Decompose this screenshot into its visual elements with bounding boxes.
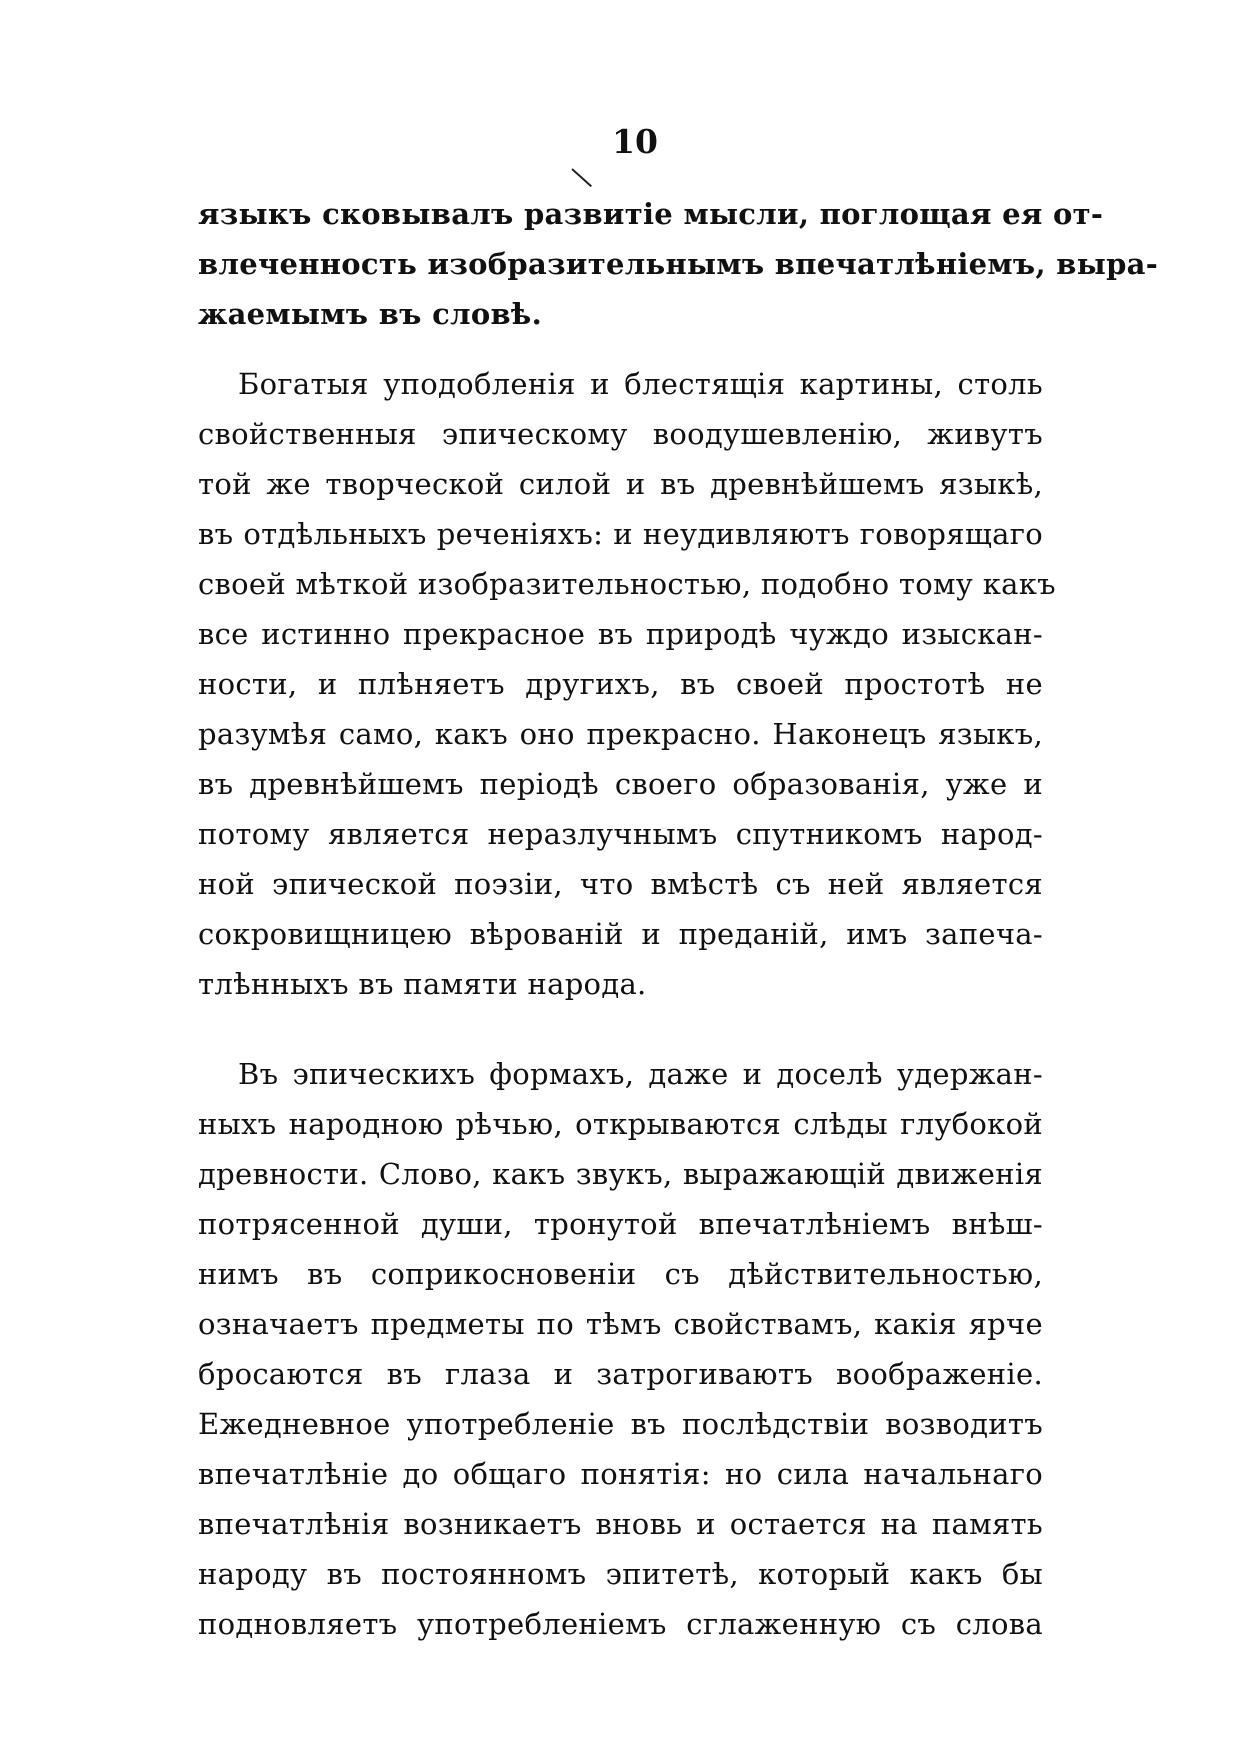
text-line: подновляетъ употребленіемъ сглаженную съ слова [198,1607,1043,1641]
text-line: впечатлѣніе до общаго понятія: но сила начальнаго [198,1457,1043,1491]
text-line: Богатыя уподобленія и блестящія картины, столь [238,367,1043,401]
text-line: ности, и плѣняетъ другихъ, въ своей простотѣ не [198,667,1043,701]
page-number: 10 [612,122,658,161]
text-line: бросаются въ глаза и затрогиваютъ воображеніе. [198,1357,1043,1391]
pencil-mark [571,168,592,187]
text-line: жаемымъ въ словѣ. [198,297,542,331]
text-line: разумѣя само, какъ оно прекрасно. Наконецъ языкъ, [198,717,1043,751]
text-line: языкъ сковывалъ развитіе мысли, поглощая ея от- [198,197,1104,231]
text-line: народу въ постоянномъ эпитетѣ, который какъ бы [198,1557,1043,1591]
text-line: потому является неразлучнымъ спутникомъ народ- [198,817,1043,851]
text-line: Въ эпическихъ формахъ, даже и доселѣ удержан- [238,1057,1043,1091]
text-line: въ древнѣйшемъ періодѣ своего образованія, уже и [198,767,1043,801]
text-line: той же творческой силой и въ древнѣйшемъ языкѣ, [198,467,1043,501]
text-line: влеченность изобразительнымъ впечатлѣніемъ, выра- [198,247,1159,281]
text-line: нимъ въ соприкосновеніи съ дѣйствительностью, [198,1257,1043,1291]
text-line: впечатлѣнія возникаетъ вновь и остается на память [198,1507,1043,1541]
text-line: тлѣнныхъ въ памяти народа. [198,967,647,1001]
text-line: означаетъ предметы по тѣмъ свойствамъ, какія ярче [198,1307,1043,1341]
text-line: въ отдѣльныхъ реченіяхъ: и неудивляютъ говорящаго [198,517,1043,551]
text-line: сокровищницею вѣрованій и преданій, имъ запеча- [198,917,1043,951]
text-line: свойственныя эпическому воодушевленію, живутъ [198,417,1043,451]
text-line: ныхъ народною рѣчью, открываются слѣды глубокой [198,1107,1043,1141]
text-line: своей мѣткой изобразительностью, подобно тому какъ [198,567,1056,601]
text-line: потрясенной души, тронутой впечатлѣніемъ внѣш- [198,1207,1043,1241]
text-line: все истинно прекрасное въ природѣ чуждо изыскан- [198,617,1043,651]
text-line: древности. Слово, какъ звукъ, выражающій движенія [198,1157,1043,1191]
text-line: Ежедневное употребленіе въ послѣдствіи возводитъ [198,1407,1043,1441]
text-line: ной эпической поэзіи, что вмѣстѣ съ ней является [198,867,1043,901]
